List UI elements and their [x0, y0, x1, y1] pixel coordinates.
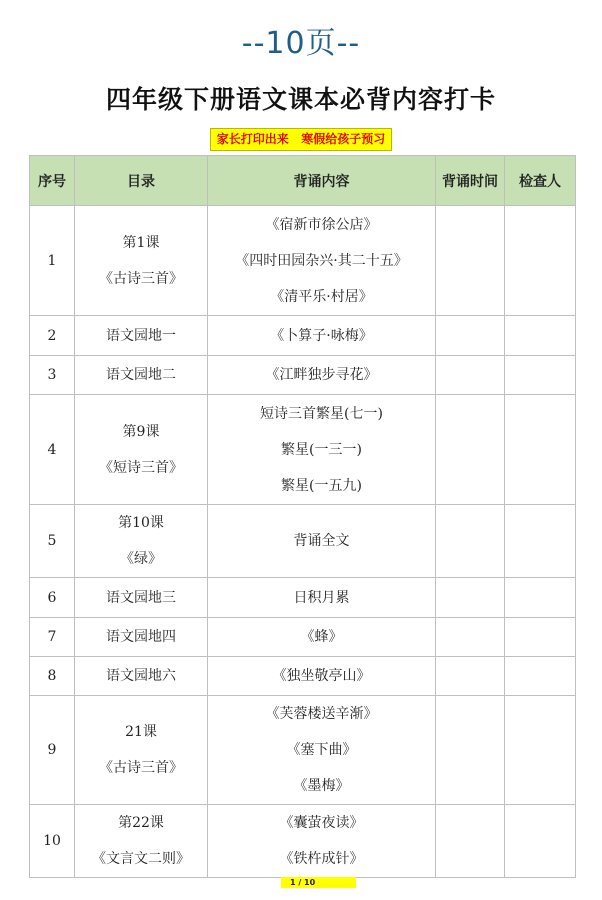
- row-catalog: [75, 805, 208, 878]
- row-recite-content: [208, 316, 436, 356]
- print-notice-banner: 家长打印出来 寒假给孩子预习: [210, 128, 393, 151]
- row-recite-time-cell[interactable]: [436, 578, 505, 618]
- row-recite-content: [208, 657, 436, 696]
- header-recite-content: 背诵内容: [208, 156, 436, 206]
- table-row: [30, 356, 576, 395]
- row-catalog: [75, 696, 208, 805]
- row-catalog: [75, 206, 208, 316]
- row-recite-content: [208, 618, 436, 657]
- row-checker-cell[interactable]: [505, 618, 576, 657]
- content-line: 繁星(一三一): [281, 441, 362, 458]
- table-row: [30, 395, 576, 505]
- row-number: 9: [30, 696, 75, 805]
- row-checker-cell[interactable]: [505, 696, 576, 805]
- content-line: 《塞下曲》: [286, 742, 357, 758]
- row-catalog: [75, 505, 208, 578]
- row-catalog: [75, 618, 208, 657]
- catalog-line: 语文园地二: [106, 367, 176, 383]
- content-line: 《清平乐·村居》: [270, 288, 373, 305]
- content-line: 《宿新市徐公店》: [265, 216, 378, 233]
- row-checker-cell[interactable]: [505, 206, 576, 316]
- row-checker-cell[interactable]: [505, 578, 576, 618]
- row-recite-time-cell[interactable]: [436, 696, 505, 805]
- table-row: [30, 206, 576, 316]
- row-checker-cell[interactable]: [505, 316, 576, 356]
- row-recite-time-cell[interactable]: [436, 505, 505, 578]
- catalog-line: 第22课: [118, 815, 164, 831]
- catalog-line: 语文园地一: [106, 327, 176, 344]
- row-number: 5: [30, 505, 75, 578]
- row-number: 2: [30, 316, 75, 356]
- page-indicator: 1 / 10: [281, 877, 356, 888]
- row-checker-cell[interactable]: [505, 356, 576, 395]
- table-row: [30, 696, 576, 805]
- content-line: 《独坐敬亭山》: [272, 668, 371, 684]
- content-line: 繁星(一五九): [281, 477, 362, 494]
- row-number: 4: [30, 395, 75, 505]
- row-checker-cell[interactable]: [505, 657, 576, 696]
- catalog-line: 第10课: [118, 515, 164, 531]
- row-catalog: [75, 316, 208, 356]
- row-catalog: [75, 657, 208, 696]
- row-recite-time-cell[interactable]: [436, 356, 505, 395]
- row-recite-content: [208, 578, 436, 618]
- row-number: 7: [30, 618, 75, 657]
- header-number: 序号: [30, 156, 75, 206]
- row-number: 6: [30, 578, 75, 618]
- row-recite-content: [208, 356, 436, 395]
- content-line: 《蜂》: [300, 629, 343, 645]
- row-number: 10: [30, 805, 75, 878]
- row-checker-cell[interactable]: [505, 395, 576, 505]
- row-checker-cell[interactable]: [505, 505, 576, 578]
- content-line: 《卜算子·咏梅》: [270, 327, 373, 344]
- row-recite-time-cell[interactable]: [436, 316, 505, 356]
- row-recite-time-cell[interactable]: [436, 618, 505, 657]
- catalog-line: 《绿》: [120, 551, 162, 567]
- banner-container: [0, 128, 602, 151]
- content-line: 日积月累: [293, 589, 350, 606]
- table-row: [30, 657, 576, 696]
- catalog-line: 语文园地六: [106, 668, 176, 684]
- content-line: 《江畔独步寻花》: [265, 367, 378, 383]
- catalog-line: 21课: [125, 724, 157, 740]
- row-number: 3: [30, 356, 75, 395]
- page-count-label: --10页--: [241, 26, 361, 61]
- row-catalog: [75, 356, 208, 395]
- header-checker: 检查人: [505, 156, 576, 206]
- row-recite-time-cell[interactable]: [436, 657, 505, 696]
- table-row: [30, 578, 576, 618]
- row-catalog: [75, 578, 208, 618]
- table-body: [30, 206, 576, 878]
- row-number: 1: [30, 206, 75, 316]
- row-recite-time-cell[interactable]: [436, 206, 505, 316]
- row-recite-content: [208, 696, 436, 805]
- catalog-line: 第9课: [122, 423, 160, 440]
- content-line: 《囊萤夜读》: [279, 815, 364, 831]
- table-row: [30, 316, 576, 356]
- catalog-line: 语文园地三: [106, 589, 176, 606]
- row-recite-content: [208, 805, 436, 878]
- catalog-line: 语文园地四: [106, 629, 176, 645]
- header-catalog: 目录: [75, 156, 208, 206]
- row-recite-time-cell[interactable]: [436, 805, 505, 878]
- catalog-line: 《古诗三首》: [99, 270, 183, 287]
- checklist-table: [29, 155, 576, 878]
- content-line: 背诵全文: [293, 533, 350, 549]
- content-line: 短诗三首繁星(七一): [260, 405, 383, 422]
- table-row: [30, 805, 576, 878]
- row-number: 8: [30, 657, 75, 696]
- content-line: 《墨梅》: [293, 778, 350, 794]
- row-catalog: [75, 395, 208, 505]
- content-line: 《铁杵成针》: [279, 851, 364, 867]
- document-title: 四年级下册语文课本必背内容打卡: [105, 85, 496, 114]
- row-checker-cell[interactable]: [505, 805, 576, 878]
- content-line: 《芙蓉楼送辛渐》: [265, 706, 378, 722]
- table-header-row: [30, 156, 576, 206]
- row-recite-time-cell[interactable]: [436, 395, 505, 505]
- content-line: 《四时田园杂兴·其二十五》: [235, 252, 408, 269]
- row-recite-content: [208, 395, 436, 505]
- header-recite-time: 背诵时间: [436, 156, 505, 206]
- table-row: [30, 618, 576, 657]
- catalog-line: 《古诗三首》: [99, 760, 183, 776]
- catalog-line: 第1课: [122, 234, 160, 251]
- row-recite-content: [208, 505, 436, 578]
- table-row: [30, 505, 576, 578]
- catalog-line: 《短诗三首》: [99, 459, 183, 476]
- catalog-line: 《文言文二则》: [92, 851, 190, 867]
- row-recite-content: [208, 206, 436, 316]
